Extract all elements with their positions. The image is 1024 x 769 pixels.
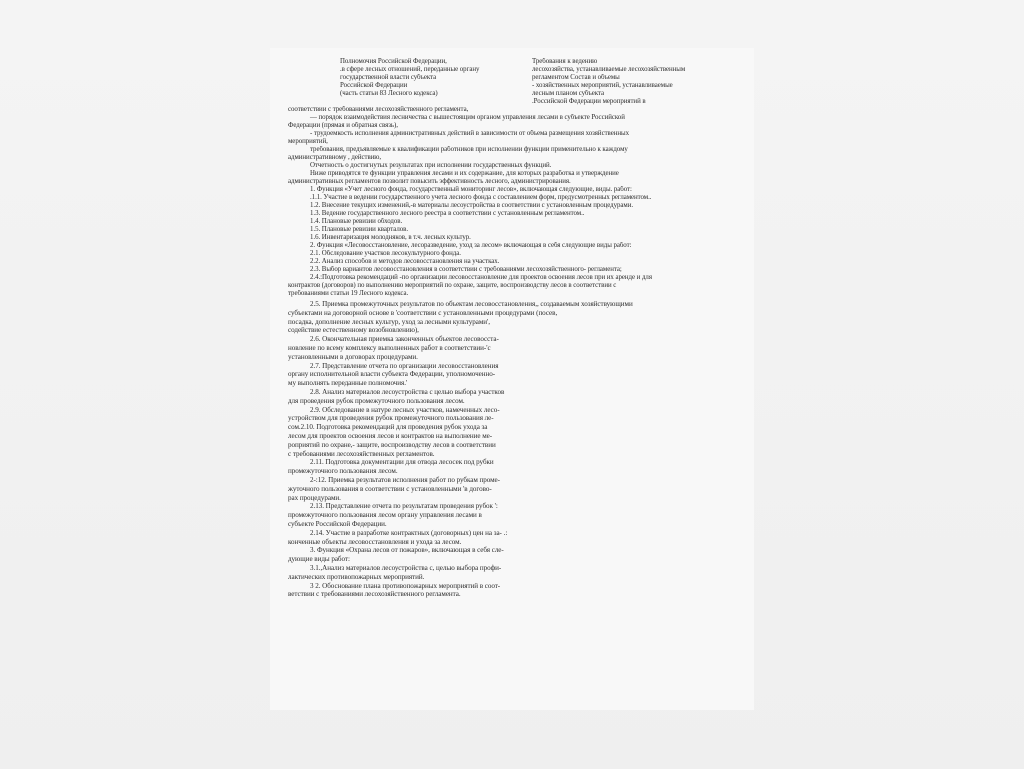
text-line: 2.4.:Подготовка рекомендаций -по организации лесовосстановление для проектов освоения лесов при их аренде и для	[310, 274, 652, 281]
header-right-column	[532, 58, 728, 106]
text-line: 2.3. Выбор вариантов лесовосстановления в соответствии с требованиями лесохозяйственного- регламента;	[310, 266, 622, 273]
header-left-line: (часть статьи 83 Лесного кодекса)	[340, 90, 438, 97]
text-line: 2. Функция «Лесовосстановление, лесоразведение, уход за лесом» включающая в себя следующие виды работ:	[310, 242, 632, 249]
text-line: 1. Функция «Учет лесного фонда, государственный мониторинг лесов», включающая следующие, виды. работ:	[310, 186, 632, 193]
text-line: промежуточного пользования лесом органу управления лесами в	[288, 511, 482, 520]
text-line: новление по всему комплексу выполненных работ в соответствии-'с	[288, 343, 491, 352]
text-line: Отчетность о достигнутых результатах при исполнении государственных функций.	[310, 162, 552, 169]
text-line: лесом для проектов освоения лесов и контрактов на выполнение ме-	[288, 431, 493, 440]
text-line: устройством для проведения рубок промежуточного пользования ле-	[288, 414, 494, 423]
text-line: 2.2. Анализ способов и методов лесовосстановления на участках.	[310, 258, 500, 265]
text-line: административных регламентов позволит повысить эффективность лесного, администрирования.	[288, 178, 571, 185]
text-line: 2.1. Обследование участков лесокультурного фонда.	[310, 250, 461, 257]
text-line: 3 2. Обоснование плана противопожарных мероприятий в соот-	[310, 581, 501, 590]
text-line: контрактов (договоров) по выполнению мероприятий по охране, защите, воспроизводству лесов в соответствии с	[288, 282, 617, 289]
body-text	[288, 106, 736, 599]
text-line: посадка, дополнение лесных культур, уход за лесными культурами',	[288, 317, 490, 326]
text-line: — порядок взаимодействия лесничества с вышестоящим органом управления лесами в субъекте Российской	[310, 114, 625, 121]
text-line: 3.1.,Анализ материалов лесоустройства с, целью выбора профи-	[310, 563, 502, 572]
text-line: ветствии с требованиями лесохозяйственного регламента.	[288, 590, 461, 599]
header-right-line: лесным планом субъекта	[532, 90, 604, 97]
text-line: 1.4. Плановые ревизии обходов.	[310, 218, 403, 225]
text-line: 3. Функция «Охрана лесов от пожаров», включающая в себя сле-	[310, 546, 504, 555]
text-line: роприятий по охране,- защите, воспроизводству лесов в соответствии	[288, 440, 496, 449]
text-line: 2.5. Приемка промежуточных результатов по объектам лесовосстановления,, создаваемым хозяйствующими	[310, 300, 633, 308]
text-line: органу исполнительной власти субъекта Федерации, уполномоченно-	[288, 370, 496, 379]
text-line: содействие естественному возобновлению),	[288, 326, 419, 335]
text-line: жуточного пользования в соответствии с установленными 'в догово-	[288, 484, 492, 493]
text-line: 2.14. Участие в разработке контрактных (договорных) цен на за- .:	[310, 528, 508, 537]
text-line: требования, предъявляемые к квалификации работников при исполнении функции применительно к каждому	[310, 146, 628, 153]
text-line: 1.6. Инвентаризация молодняков, в т.ч. лесных культур.	[310, 234, 471, 241]
header-left-line: Полномочия Российской Федерации,	[340, 58, 447, 65]
text-line: мероприятий,	[288, 138, 328, 145]
header-right-line: .Российской Федерации мероприятий в	[532, 98, 646, 105]
header-right-line: регламентом Состав и объемы	[532, 74, 620, 81]
text-line: Ниже приводятся те функции управления лесами и их содержание, для которых разработка и утверждение	[310, 170, 619, 177]
text-line: требованиями статьи 19 Лесного кодекса.	[288, 290, 409, 297]
text-line: с требованиями лесохозяйственных регламентов.	[288, 449, 435, 458]
text-line: 2.8. Анализ материалов лесоустройства с целью выбора участков	[310, 387, 505, 396]
text-line: Федерации (прямая и обратная связь),	[288, 122, 398, 129]
text-line: установленными в договорах процедурами.	[288, 352, 418, 361]
text-line: 1.2. Внесение текущих изменений,-в материалы лесоустройства в соответствии с установленным процедурами.	[310, 202, 634, 209]
text-line: 2.6. Окончательная приемка законченных объектов лесовосста-	[310, 335, 499, 344]
header-left-column	[340, 58, 526, 106]
text-line: субъекте Российской Федерации.	[288, 519, 387, 528]
text-line: соответствии с требованиями лесохозяйственного регламента,	[288, 106, 469, 113]
header-right-line: Требования к ведению	[532, 58, 598, 65]
header-right-line: - хозяйственных мероприятий, устанавливаемые	[532, 82, 673, 89]
text-line: конченные объекты лесовосстановления и ухода за лесом.	[288, 537, 462, 546]
text-line: 2.11. Подготовка документации для отвода лесосек под рубки	[310, 458, 494, 467]
text-line: му выполнять переданные полномочия.'	[288, 379, 408, 388]
document-text	[288, 58, 736, 599]
header-right-line: лесохозяйства, устанавливаемые лесохозяйственным	[532, 66, 686, 73]
text-line: промежуточного пользования лесом.	[288, 467, 398, 476]
text-line: дующие виды работ:	[288, 555, 350, 564]
header-left-line: государственной власти субъекта	[340, 74, 437, 81]
text-line: лактических противопожарных мероприятий.	[288, 572, 425, 581]
header-left-line: Российской Федерации	[340, 82, 408, 89]
text-line: 2.7. Представление отчета по организации лесовосстановления	[310, 361, 499, 370]
text-line: субъектами на договорной основе в 'соответствии с установленными процедурами (посев,	[288, 308, 558, 317]
text-line: 2.13. Представление отчета по результатам проведения рубок ':	[310, 502, 498, 511]
header-table	[340, 58, 736, 106]
text-line: для проведения рубок промежуточного пользования лесом.	[288, 396, 465, 405]
text-line: 2.9. Обследование в натуре лесных участков, намеченных лесо-	[310, 405, 500, 414]
text-line: .1.1. Участие в ведении государственного учета лесного фонда с составлением форм, предусмотренных регламентом..	[310, 194, 652, 201]
text-line: 2-:12. Приемка результатов исполнения работ по рубкам проме-	[310, 475, 500, 484]
text-line: 1.5. Плановые ревизии кварталов.	[310, 226, 408, 233]
text-line: рах процедурами.	[288, 493, 341, 502]
header-left-line: .в сфере лесных отношений, переданные органу	[340, 66, 480, 73]
text-line: 1.3. Ведение государственного лесного реестра в соответствии с установленным регламентом..	[310, 210, 585, 217]
text-line: сом.2.10. Подготовка рекомендаций для проведения рубок ухода за	[288, 423, 488, 432]
text-line: - трудоемкость исполнения административных действий в зависимости от объема размещения хозяйственных	[310, 130, 629, 137]
text-line: административному , действию,	[288, 154, 382, 161]
